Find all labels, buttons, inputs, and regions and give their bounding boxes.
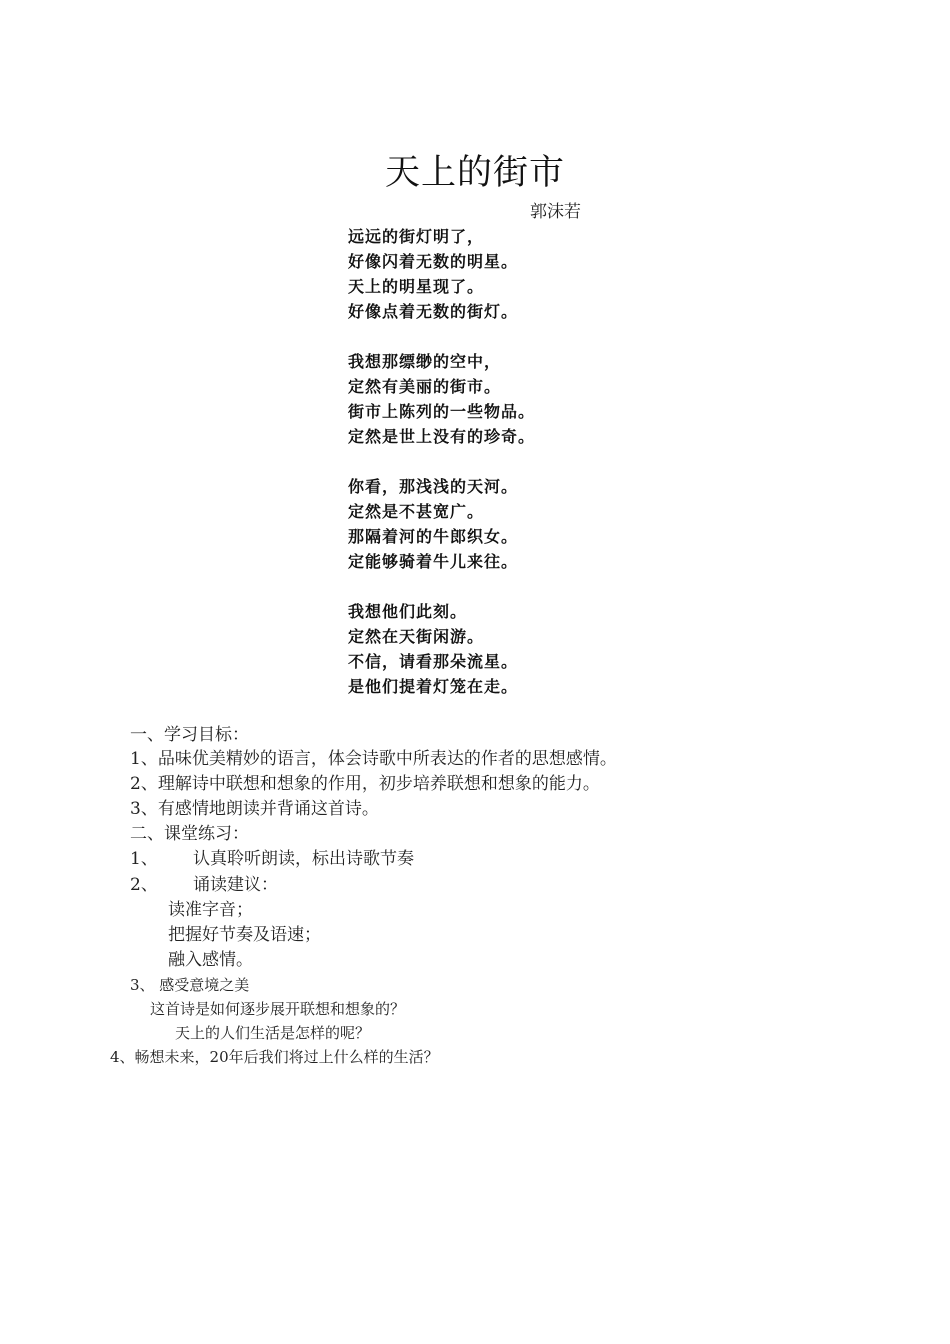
poem-stanza-2 xyxy=(348,349,535,449)
goal-item: 1、品味优美精妙的语言，体会诗歌中所表达的作者的思想感情。 xyxy=(130,749,617,769)
goals-heading: 一、学习目标： xyxy=(130,725,249,745)
discussion-question: 这首诗是如何逐步展开联想和想象的？ xyxy=(150,1000,406,1018)
poem-line: 是他们提着灯笼在走。 xyxy=(348,677,519,696)
poem-stanza-1 xyxy=(348,224,535,324)
poem-line: 你看，那浅浅的天河。 xyxy=(348,477,519,496)
poem-line: 定然有美丽的街市。 xyxy=(348,377,502,396)
poem-line: 不信，请看那朵流星。 xyxy=(348,652,519,671)
poem-body xyxy=(348,224,535,699)
poem-line: 天上的明星现了。 xyxy=(348,277,485,296)
poem-line: 我想他们此刻。 xyxy=(348,602,468,621)
practice-item-text: 诵读建议： xyxy=(193,875,278,895)
discussion-question: 天上的人们生活是怎样的呢？ xyxy=(175,1024,371,1042)
poem-line: 我想那缥缈的空中， xyxy=(348,352,502,371)
practice-item-number: 2、 xyxy=(130,875,158,895)
poem-title: 天上的街市 xyxy=(384,153,565,193)
reading-suggestion: 读准字音； xyxy=(168,900,253,920)
goal-item: 2、理解诗中联想和想象的作用，初步培养联想和想象的能力。 xyxy=(130,774,600,794)
practice-item-text: 认真聆听朗读，标出诗歌节奏 xyxy=(193,849,414,869)
reading-suggestion: 把握好节奏及语速； xyxy=(168,925,321,945)
practice-item-number: 1、 xyxy=(130,849,158,869)
poem-stanza-3 xyxy=(348,474,535,574)
poem-line: 街市上陈列的一些物品。 xyxy=(348,402,536,421)
poem-line: 好像闪着无数的明星。 xyxy=(348,252,519,271)
practice-heading: 二、课堂练习： xyxy=(130,824,249,844)
poem-line: 定然是世上没有的珍奇。 xyxy=(348,427,536,446)
poem-line: 定然在天街闲游。 xyxy=(348,627,485,646)
goal-item: 3、有感情地朗读并背诵这首诗。 xyxy=(130,799,379,819)
reading-suggestion: 融入感情。 xyxy=(168,950,253,970)
poem-line: 定能够骑着牛儿来往。 xyxy=(348,552,519,571)
practice-item: 4、畅想未来，20年后我们将过上什么样的生活？ xyxy=(110,1048,439,1066)
practice-item: 3、 感受意境之美 xyxy=(130,976,250,994)
poem-author: 郭沫若 xyxy=(530,202,581,222)
poem-line: 那隔着河的牛郎织女。 xyxy=(348,527,519,546)
poem-stanza-4 xyxy=(348,599,535,699)
poem-line: 好像点着无数的街灯。 xyxy=(348,302,519,321)
poem-line: 定然是不甚宽广。 xyxy=(348,502,485,521)
poem-line: 远远的街灯明了， xyxy=(348,227,485,246)
